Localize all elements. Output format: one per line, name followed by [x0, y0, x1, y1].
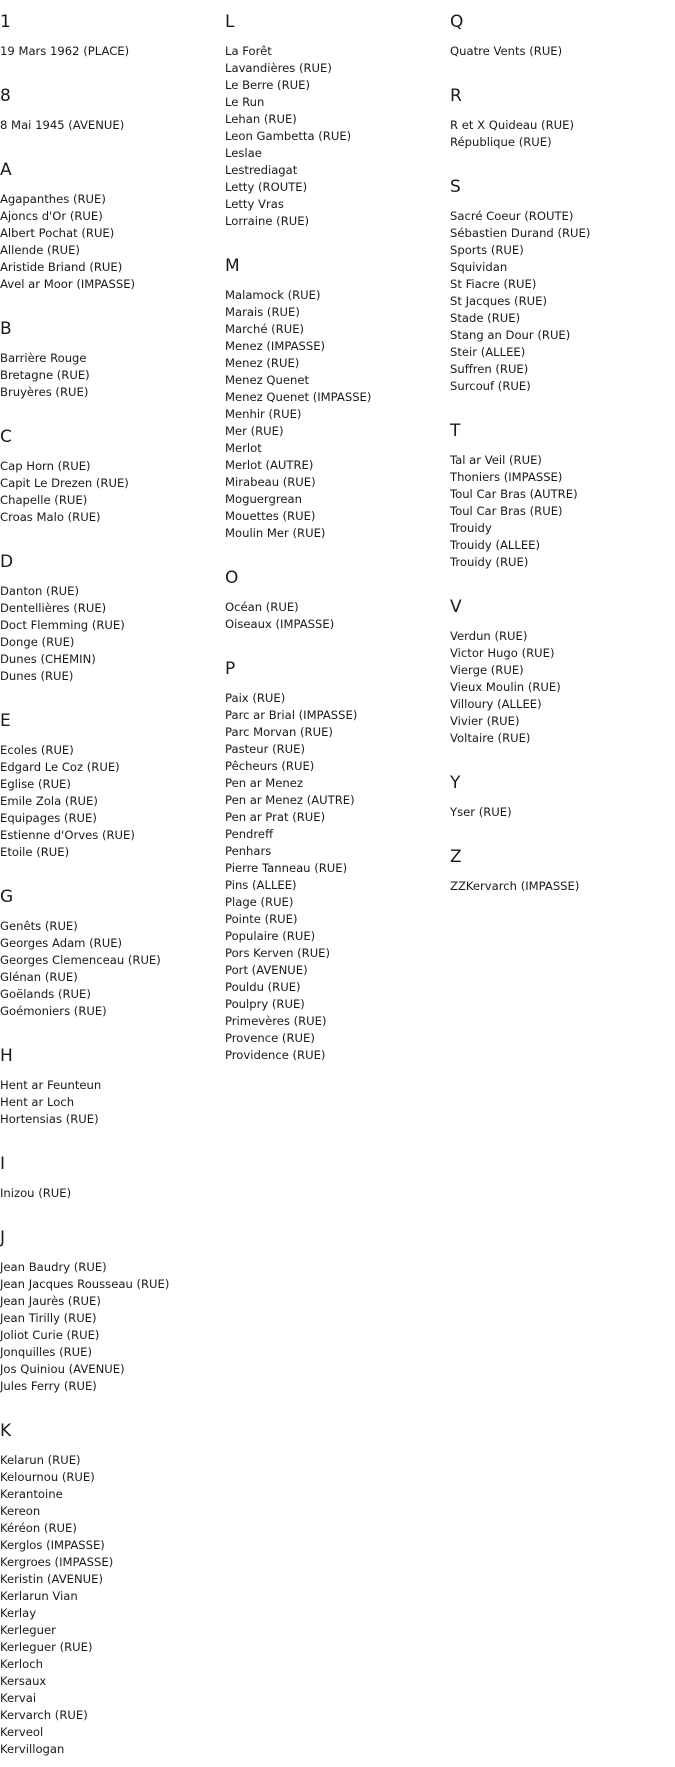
street-name: Moguergrean — [225, 492, 302, 506]
street-name: Goémoniers (RUE) — [0, 1004, 107, 1018]
street-name: Populaire (RUE) — [225, 929, 316, 943]
street-name: Georges Clemenceau (RUE) — [0, 953, 161, 967]
street-name: Sports (RUE) — [450, 243, 524, 257]
index-column-3 — [450, 0, 670, 895]
index-column-2 — [225, 0, 445, 1064]
street-name: Vivier (RUE) — [450, 714, 520, 728]
street-name: Hortensias (RUE) — [0, 1112, 99, 1126]
street-name: Barrière Rouge — [0, 351, 87, 365]
section-letter-heading: D — [0, 552, 14, 572]
street-name: Pen ar Menez — [225, 776, 304, 790]
street-name: Allende (RUE) — [0, 243, 80, 257]
street-name: Lehan (RUE) — [225, 112, 297, 126]
street-list — [0, 742, 220, 861]
street-name: Kerleguer — [0, 1623, 56, 1637]
letter-section — [0, 1154, 220, 1202]
street-name: Kelarun (RUE) — [0, 1453, 81, 1467]
street-list — [0, 117, 220, 134]
street-name: Suffren (RUE) — [450, 362, 529, 376]
street-name: Eglise (RUE) — [0, 777, 71, 791]
street-name: Marais (RUE) — [225, 305, 300, 319]
street-name: Pen ar Menez (AUTRE) — [225, 793, 355, 807]
letter-section — [450, 177, 670, 395]
street-name: Kéréon (RUE) — [0, 1521, 77, 1535]
street-name: Sacré Coeur (ROUTE) — [450, 209, 574, 223]
section-letter-heading: B — [0, 319, 12, 339]
street-name: Goëlands (RUE) — [0, 987, 91, 1001]
letter-section — [450, 847, 670, 895]
street-name: Providence (RUE) — [225, 1048, 326, 1062]
section-letter-heading: Y — [450, 773, 461, 793]
letter-section — [450, 597, 670, 747]
street-list — [450, 452, 670, 571]
street-name: Leon Gambetta (RUE) — [225, 129, 352, 143]
street-name: Verdun (RUE) — [450, 629, 528, 643]
street-name: Pins (ALLEE) — [225, 878, 297, 892]
street-name: Tal ar Veil (RUE) — [450, 453, 542, 467]
street-name: Jean Jaurès (RUE) — [0, 1294, 101, 1308]
street-name: Thoniers (IMPASSE) — [450, 470, 563, 484]
street-name: Aristide Briand (RUE) — [0, 260, 123, 274]
letter-section — [225, 659, 445, 1064]
street-list — [225, 690, 445, 1064]
street-list — [0, 43, 220, 60]
street-name: Merlot — [225, 441, 262, 455]
street-name: ZZKervarch (IMPASSE) — [450, 879, 580, 893]
street-name: 19 Mars 1962 (PLACE) — [0, 44, 130, 58]
street-name: Kerlarun Vian — [0, 1589, 78, 1603]
street-name: Danton (RUE) — [0, 584, 79, 598]
street-name: Provence (RUE) — [225, 1031, 315, 1045]
street-name: Edgard Le Coz (RUE) — [0, 760, 120, 774]
letter-section — [0, 427, 220, 526]
street-name: Hent ar Loch — [0, 1095, 75, 1109]
street-name: Trouidy — [450, 521, 492, 535]
street-name: Donge (RUE) — [0, 635, 75, 649]
street-name: Mouettes (RUE) — [225, 509, 316, 523]
street-name: Emile Zola (RUE) — [0, 794, 98, 808]
street-name: Trouidy (RUE) — [450, 555, 529, 569]
street-name: Menez (IMPASSE) — [225, 339, 326, 353]
street-name: Lestrediagat — [225, 163, 298, 177]
street-name: Dunes (RUE) — [0, 669, 74, 683]
letter-section — [0, 887, 220, 1020]
street-name: Stade (RUE) — [450, 311, 521, 325]
index-column-1 — [0, 0, 220, 1758]
letter-section — [0, 1421, 220, 1758]
street-name: Poulpry (RUE) — [225, 997, 305, 1011]
street-name: Menez Quenet — [225, 373, 310, 387]
street-name: Keristin (AVENUE) — [0, 1572, 103, 1586]
street-name: Chapelle (RUE) — [0, 493, 88, 507]
letter-section — [0, 711, 220, 861]
street-name: Pêcheurs (RUE) — [225, 759, 315, 773]
street-name: Kergroes (IMPASSE) — [0, 1555, 114, 1569]
street-name: Penhars — [225, 844, 272, 858]
section-letter-heading: I — [0, 1154, 6, 1174]
section-letter-heading: V — [450, 597, 462, 617]
street-name: Menez (RUE) — [225, 356, 300, 370]
street-name: Cap Horn (RUE) — [0, 459, 91, 473]
section-letter-heading: L — [225, 12, 235, 32]
letter-section — [0, 86, 220, 134]
street-list — [450, 804, 670, 821]
street-name: La Forêt — [225, 44, 272, 58]
street-name: Kervarch (RUE) — [0, 1708, 88, 1722]
section-letter-heading: 8 — [0, 86, 11, 106]
street-name: Surcouf (RUE) — [450, 379, 531, 393]
letter-section — [0, 160, 220, 293]
letter-section — [225, 256, 445, 542]
street-name: Mer (RUE) — [225, 424, 284, 438]
street-name: Pors Kerven (RUE) — [225, 946, 331, 960]
street-name: Dentellières (RUE) — [0, 601, 107, 615]
street-name: Océan (RUE) — [225, 600, 299, 614]
street-name: Jean Baudry (RUE) — [0, 1260, 107, 1274]
street-name: Vierge (RUE) — [450, 663, 524, 677]
street-name: Parc ar Brial (IMPASSE) — [225, 708, 358, 722]
street-list — [0, 1259, 220, 1395]
street-name: Kerglos (IMPASSE) — [0, 1538, 105, 1552]
street-name: Plage (RUE) — [225, 895, 294, 909]
section-letter-heading: C — [0, 427, 12, 447]
street-name: Doct Flemming (RUE) — [0, 618, 125, 632]
street-name: Merlot (AUTRE) — [225, 458, 314, 472]
street-list — [225, 43, 445, 230]
street-name: Vieux Moulin (RUE) — [450, 680, 561, 694]
section-letter-heading: O — [225, 568, 239, 588]
street-name: Victor Hugo (RUE) — [450, 646, 555, 660]
street-name: Stang an Dour (RUE) — [450, 328, 571, 342]
street-name: Malamock (RUE) — [225, 288, 321, 302]
street-name: Primevères (RUE) — [225, 1014, 327, 1028]
street-list — [0, 918, 220, 1020]
street-name: Kelournou (RUE) — [0, 1470, 95, 1484]
letter-section — [225, 568, 445, 633]
street-name: Toul Car Bras (AUTRE) — [450, 487, 578, 501]
street-name: Agapanthes (RUE) — [0, 192, 106, 206]
letter-section — [450, 421, 670, 571]
street-name: Menhir (RUE) — [225, 407, 302, 421]
street-name: Toul Car Bras (RUE) — [450, 504, 563, 518]
street-name: Pen ar Prat (RUE) — [225, 810, 326, 824]
section-letter-heading: Q — [450, 12, 464, 32]
street-name: Albert Pochat (RUE) — [0, 226, 115, 240]
street-name: Kerantoine — [0, 1487, 63, 1501]
street-name: Capit Le Drezen (RUE) — [0, 476, 129, 490]
street-name: Kersaux — [0, 1674, 47, 1688]
letter-section — [450, 86, 670, 151]
street-list — [0, 1452, 220, 1758]
street-name: Kerveol — [0, 1725, 44, 1739]
street-name: Glénan (RUE) — [0, 970, 78, 984]
street-name: Kervillogan — [0, 1742, 65, 1756]
letter-section — [0, 319, 220, 401]
street-name: Oiseaux (IMPASSE) — [225, 617, 335, 631]
street-name: Quatre Vents (RUE) — [450, 44, 563, 58]
section-letter-heading: Z — [450, 847, 462, 867]
section-letter-heading: T — [450, 421, 461, 441]
street-name: Croas Malo (RUE) — [0, 510, 101, 524]
street-list — [450, 117, 670, 151]
letter-section — [0, 1046, 220, 1128]
street-name: Ajoncs d'Or (RUE) — [0, 209, 103, 223]
street-name: Mirabeau (RUE) — [225, 475, 316, 489]
letter-section — [0, 1228, 220, 1395]
street-name: Kervai — [0, 1691, 37, 1705]
street-name: Pierre Tanneau (RUE) — [225, 861, 348, 875]
street-name: Voltaire (RUE) — [450, 731, 531, 745]
street-list — [0, 191, 220, 293]
street-name: Pointe (RUE) — [225, 912, 298, 926]
street-list — [450, 628, 670, 747]
street-name: Lorraine (RUE) — [225, 214, 310, 228]
street-name: Menez Quenet (IMPASSE) — [225, 390, 372, 404]
street-name: Kerlay — [0, 1606, 37, 1620]
letter-section — [225, 12, 445, 230]
street-name: Paix (RUE) — [225, 691, 286, 705]
street-name: Yser (RUE) — [450, 805, 512, 819]
street-name: Kerloch — [0, 1657, 43, 1671]
street-name: Bruyères (RUE) — [0, 385, 89, 399]
street-name: Hent ar Feunteun — [0, 1078, 102, 1092]
street-name: Le Run — [225, 95, 265, 109]
street-name: 8 Mai 1945 (AVENUE) — [0, 118, 125, 132]
section-letter-heading: E — [0, 711, 11, 731]
section-letter-heading: M — [225, 256, 240, 276]
street-name: Steir (ALLEE) — [450, 345, 526, 359]
street-name: Sébastien Durand (RUE) — [450, 226, 591, 240]
section-letter-heading: G — [0, 887, 14, 907]
street-name: Georges Adam (RUE) — [0, 936, 123, 950]
street-name: Lavandières (RUE) — [225, 61, 332, 75]
street-name: Avel ar Moor (IMPASSE) — [0, 277, 136, 291]
street-name: Jean Tirilly (RUE) — [0, 1311, 97, 1325]
street-list — [450, 208, 670, 395]
section-letter-heading: 1 — [0, 12, 11, 32]
street-name: Marché (RUE) — [225, 322, 305, 336]
section-letter-heading: R — [450, 86, 462, 106]
street-name: Bretagne (RUE) — [0, 368, 90, 382]
street-name: Ecoles (RUE) — [0, 743, 74, 757]
street-name: Leslae — [225, 146, 262, 160]
street-name: Jean Jacques Rousseau (RUE) — [0, 1277, 170, 1291]
street-name: Equipages (RUE) — [0, 811, 97, 825]
street-name: St Jacques (RUE) — [450, 294, 547, 308]
letter-section — [0, 12, 220, 60]
street-name: Jos Quiniou (AVENUE) — [0, 1362, 125, 1376]
section-letter-heading: K — [0, 1421, 12, 1441]
street-name: République (RUE) — [450, 135, 552, 149]
street-name: Inizou (RUE) — [0, 1186, 72, 1200]
street-name: St Fiacre (RUE) — [450, 277, 537, 291]
section-letter-heading: J — [0, 1228, 6, 1248]
section-letter-heading: A — [0, 160, 12, 180]
street-name: Etoile (RUE) — [0, 845, 70, 859]
street-name: Genêts (RUE) — [0, 919, 78, 933]
letter-section — [0, 552, 220, 685]
street-list — [450, 878, 670, 895]
street-name: Estienne d'Orves (RUE) — [0, 828, 135, 842]
street-list — [225, 287, 445, 542]
street-name: Parc Morvan (RUE) — [225, 725, 333, 739]
street-name: Port (AVENUE) — [225, 963, 308, 977]
street-name: Moulin Mer (RUE) — [225, 526, 326, 540]
street-list — [0, 458, 220, 526]
street-name: Pendreff — [225, 827, 274, 841]
street-name: Joliot Curie (RUE) — [0, 1328, 100, 1342]
street-list — [225, 599, 445, 633]
letter-section — [450, 12, 670, 60]
street-name: Le Berre (RUE) — [225, 78, 310, 92]
section-letter-heading: H — [0, 1046, 13, 1066]
street-list — [450, 43, 670, 60]
section-letter-heading: P — [225, 659, 236, 679]
street-name: Pouldu (RUE) — [225, 980, 301, 994]
street-list — [0, 350, 220, 401]
street-list — [0, 583, 220, 685]
street-name: Letty (ROUTE) — [225, 180, 308, 194]
street-name: Pasteur (RUE) — [225, 742, 306, 756]
street-name: R et X Quideau (RUE) — [450, 118, 574, 132]
letter-section — [450, 773, 670, 821]
street-name: Squividan — [450, 260, 508, 274]
street-list — [0, 1185, 220, 1202]
street-name: Kerleguer (RUE) — [0, 1640, 93, 1654]
street-name: Dunes (CHEMIN) — [0, 652, 96, 666]
street-name: Jules Ferry (RUE) — [0, 1379, 97, 1393]
street-name: Kereon — [0, 1504, 41, 1518]
street-list — [0, 1077, 220, 1128]
street-name: Villoury (ALLEE) — [450, 697, 542, 711]
street-name: Jonquilles (RUE) — [0, 1345, 93, 1359]
street-name: Letty Vras — [225, 197, 284, 211]
street-name: Trouidy (ALLEE) — [450, 538, 541, 552]
section-letter-heading: S — [450, 177, 461, 197]
